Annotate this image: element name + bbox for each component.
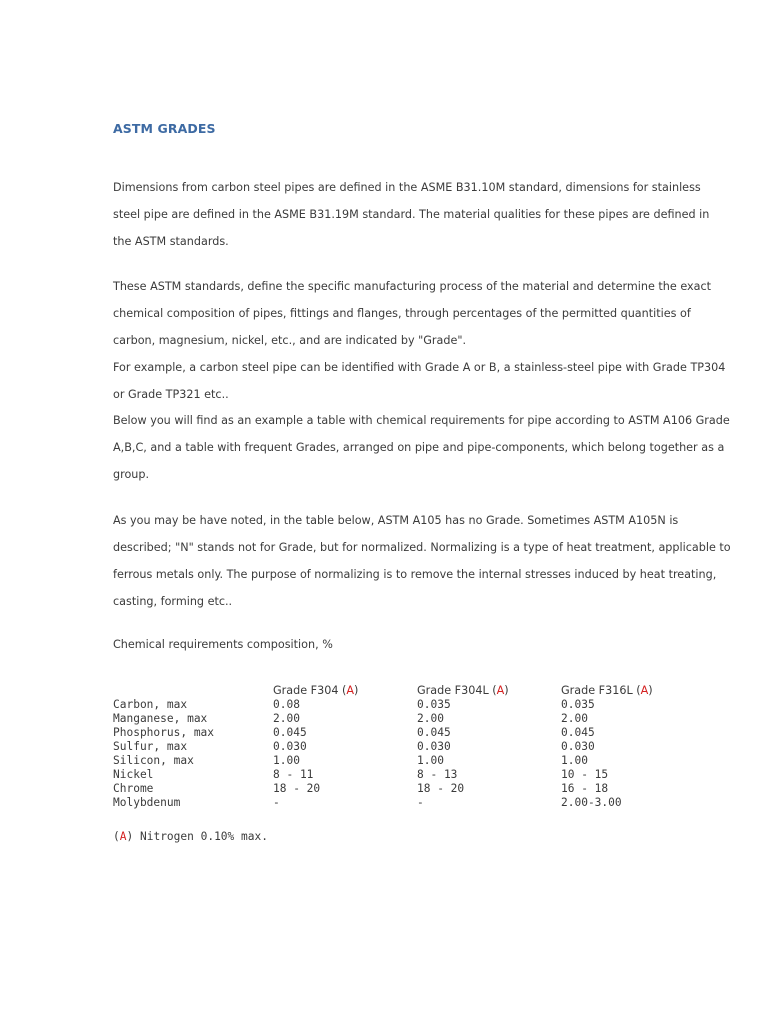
table-row <box>113 754 715 768</box>
cell-value: 0.045 <box>417 726 451 739</box>
header-label: Grade F316L <box>561 684 633 697</box>
header-label: Grade F304L <box>417 684 489 697</box>
table-header-row <box>113 683 715 698</box>
cell-value: 8 - 11 <box>273 768 314 781</box>
note-marker: A <box>346 684 355 697</box>
cell-value: 0.030 <box>273 740 307 753</box>
page-title: ASTM GRADES <box>113 121 216 136</box>
cell-value: 2.00-3.00 <box>561 796 622 809</box>
cell-value: 0.045 <box>561 726 595 739</box>
paragraph-table-intro: Below you will find as an example a table with chemical requirements for pipe according to ASTM A106 Grade A,B,C, and a table with frequent Grades, arranged on pipe and pipe-components, which belong together as a group. <box>113 414 730 481</box>
cell-value: 1.00 <box>561 754 588 767</box>
cell-value: 0.08 <box>273 698 300 711</box>
cell-value: 0.045 <box>273 726 307 739</box>
cell-value: - <box>417 796 424 809</box>
paragraph-dimensions: Dimensions from carbon steel pipes are defined in the ASME B31.10M standard, dimensions for stainless steel pipe are defined in the ASME B31.19M standard. The material qualities for these pipes are defined in the ASTM standards. <box>113 181 710 248</box>
cell-value: 18 - 20 <box>273 782 321 795</box>
cell-value: 2.00 <box>273 712 300 725</box>
cell-value: 1.00 <box>417 754 444 767</box>
chemical-requirements-table <box>113 683 715 810</box>
cell-value: 2.00 <box>417 712 444 725</box>
table-row <box>113 768 715 782</box>
cell-value: 8 - 13 <box>417 768 458 781</box>
paragraph-normalizing: As you may be have noted, in the table below, ASTM A105 has no Grade. Sometimes ASTM A105N is described; "N" stands not for Grade, but for normalized. Normalizing is a type of heat treatment, applicable to ferrous metals only. The purpose of normalizing is to remove the internal stresses induced by heat treating, casting, forming etc.. <box>113 514 731 608</box>
note-marker: A <box>496 684 505 697</box>
paragraph-astm-standards: These ASTM standards, define the specific manufacturing process of the material and determine the exact chemical composition of pipes, fittings and flanges, through percentages of the permitted quantities of carbon, magnesium, nickel, etc., and are indicated by "Grade". <box>113 280 712 347</box>
footnote-text: Nitrogen 0.10% max. <box>133 830 268 843</box>
cell-value: 0.035 <box>417 698 451 711</box>
header-grade-f304l: Grade F304L (A) <box>417 684 509 697</box>
row-property: Carbon, max <box>113 698 188 711</box>
row-property: Phosphorus, max <box>113 726 215 739</box>
cell-value: 1.00 <box>273 754 300 767</box>
cell-value: 18 - 20 <box>417 782 465 795</box>
row-property: Manganese, max <box>113 712 208 725</box>
cell-value: 0.030 <box>417 740 451 753</box>
table-row <box>113 726 715 740</box>
header-grade-f316l: Grade F316L (A) <box>561 684 653 697</box>
table-row <box>113 740 715 754</box>
table-caption: Chemical requirements composition, % <box>113 638 333 651</box>
row-property: Sulfur, max <box>113 740 188 753</box>
table-row <box>113 698 715 712</box>
header-property <box>113 683 273 698</box>
table-row <box>113 782 715 796</box>
row-property: Nickel <box>113 768 154 781</box>
row-property: Silicon, max <box>113 754 194 767</box>
table-footnote: (A) Nitrogen 0.10% max. <box>113 830 268 843</box>
cell-value: 10 - 15 <box>561 768 609 781</box>
note-marker: A <box>640 684 649 697</box>
table-row <box>113 796 715 810</box>
cell-value: 0.035 <box>561 698 595 711</box>
row-property: Molybdenum <box>113 796 181 809</box>
table-row <box>113 712 715 726</box>
header-grade-f304: Grade F304 (A) <box>273 684 359 697</box>
cell-value: - <box>273 796 280 809</box>
paragraph-example: For example, a carbon steel pipe can be identified with Grade A or B, a stainless-steel pipe with Grade TP304 or Grade TP321 etc.. <box>113 361 726 401</box>
row-property: Chrome <box>113 782 154 795</box>
note-marker: A <box>119 830 127 843</box>
cell-value: 0.030 <box>561 740 595 753</box>
header-label: Grade F304 <box>273 684 339 697</box>
cell-value: 16 - 18 <box>561 782 609 795</box>
cell-value: 2.00 <box>561 712 588 725</box>
